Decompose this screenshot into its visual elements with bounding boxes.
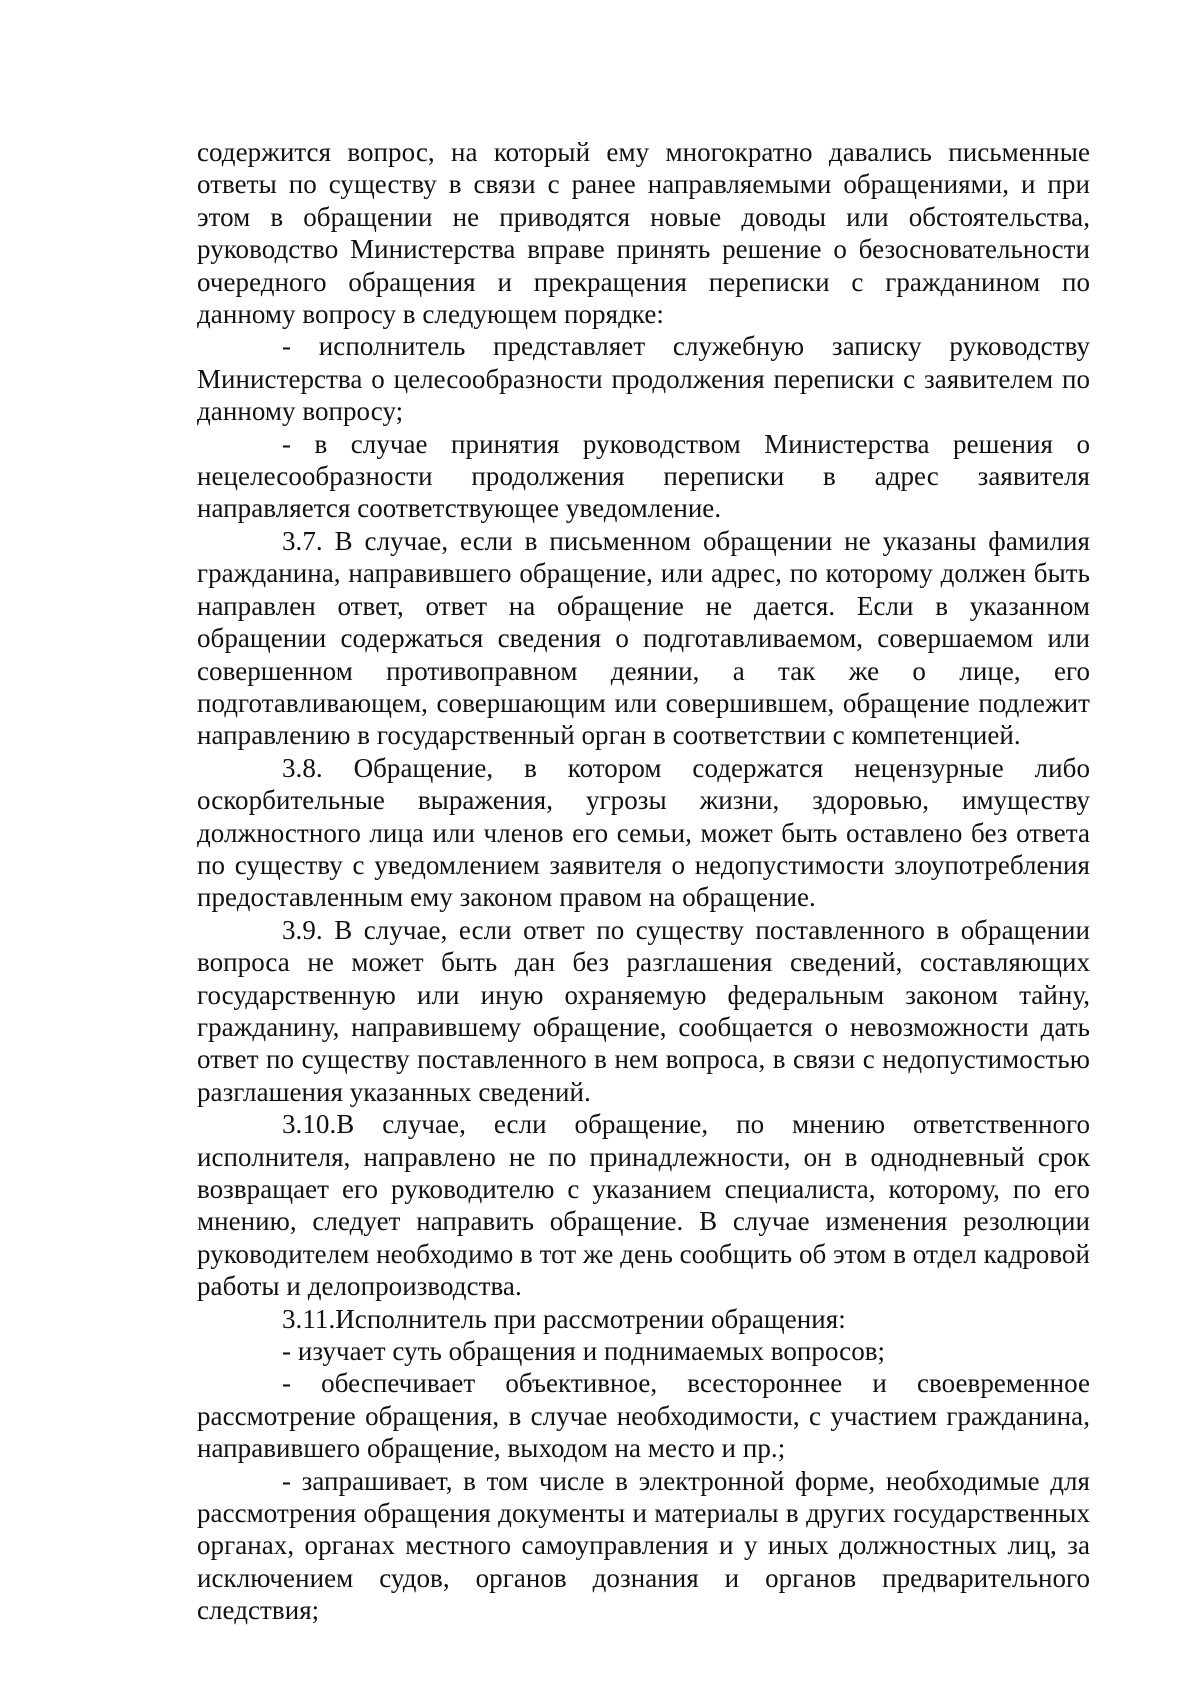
paragraph-section-3-9: 3.9. В случае, если ответ по существу поставленного в обращении вопроса не может быть дан без разглашения сведений, составляющих государственную или иную охраняемую федеральным законом тайну, гражданину, направившему обращение, сообщается о невозможности дать ответ по существу поставленного в нем вопроса, в связи с недопустимостью разглашения указанных сведений. [197, 914, 1090, 1107]
paragraph-list-item: - изучает суть обращения и поднимаемых вопросов; [282, 1336, 886, 1367]
paragraph-list-item: - исполнитель представляет служебную записку руководству Министерства о целесообразности продолжения переписки с заявителем по данному вопросу; [197, 331, 1090, 427]
paragraph-continuation: содержится вопрос, на который ему многократно давались письменные ответы по существу в связи с ранее направляемыми обращениями, и при этом в обращении не приводятся новые доводы или обстоятельства, руководство Министерства вправе принять решение о безосновательности очередного обращения и прекращения переписки с гражданином по данному вопросу в следующем порядке: [197, 137, 1090, 330]
paragraph-list-item: - запрашивает, в том числе в электронной форме, необходимые для рассмотрения обращения документы и материалы в других государственных органах, органах местного самоуправления и у иных должностных лиц, за исключением судов, органов дознания и органов предварительного следствия; [197, 1465, 1090, 1626]
paragraph-list-item: - в случае принятия руководством Министерства решения о нецелесообразности продолжения переписки в адрес заявителя направляется соответствующее уведомление. [197, 428, 1090, 524]
paragraph-section-3-7: 3.7. В случае, если в письменном обращении не указаны фамилия гражданина, направившего обращение, или адрес, по которому должен быть направлен ответ, ответ на обращение не дается. Если в указанном обращении содержаться сведения о подготавливаемом, совершаемом или совершенном противоправном деянии, а так же о лице, его подготавливающем, совершающим или совершившем, обращение подлежит направлению в государственный орган в соответствии с компетенцией. [197, 525, 1090, 751]
paragraph-section-3-10: 3.10.В случае, если обращение, по мнению ответственного исполнителя, направлено не по принадлежности, он в однодневный срок возвращает его руководителю с указанием специалиста, которому, по его мнению, следует направить обращение. В случае изменения резолюции руководителем необходимо в тот же день сообщить об этом в отдел кадровой работы и делопроизводства. [197, 1109, 1090, 1302]
document-body [197, 136, 1090, 1627]
paragraph-section-3-11: 3.11.Исполнитель при рассмотрении обращения: [282, 1303, 846, 1334]
paragraph-list-item: - обеспечивает объективное, всестороннее и своевременное рассмотрение обращения, в случае необходимости, с участием гражданина, направившего обращение, выходом на место и пр.; [197, 1368, 1090, 1464]
paragraph-section-3-8: 3.8. Обращение, в котором содержатся нецензурные либо оскорбительные выражения, угрозы жизни, здоровью, имуществу должностного лица или членов его семьи, может быть оставлено без ответа по существу с уведомлением заявителя о недопустимости злоупотребления предоставленным ему законом правом на обращение. [197, 752, 1090, 913]
